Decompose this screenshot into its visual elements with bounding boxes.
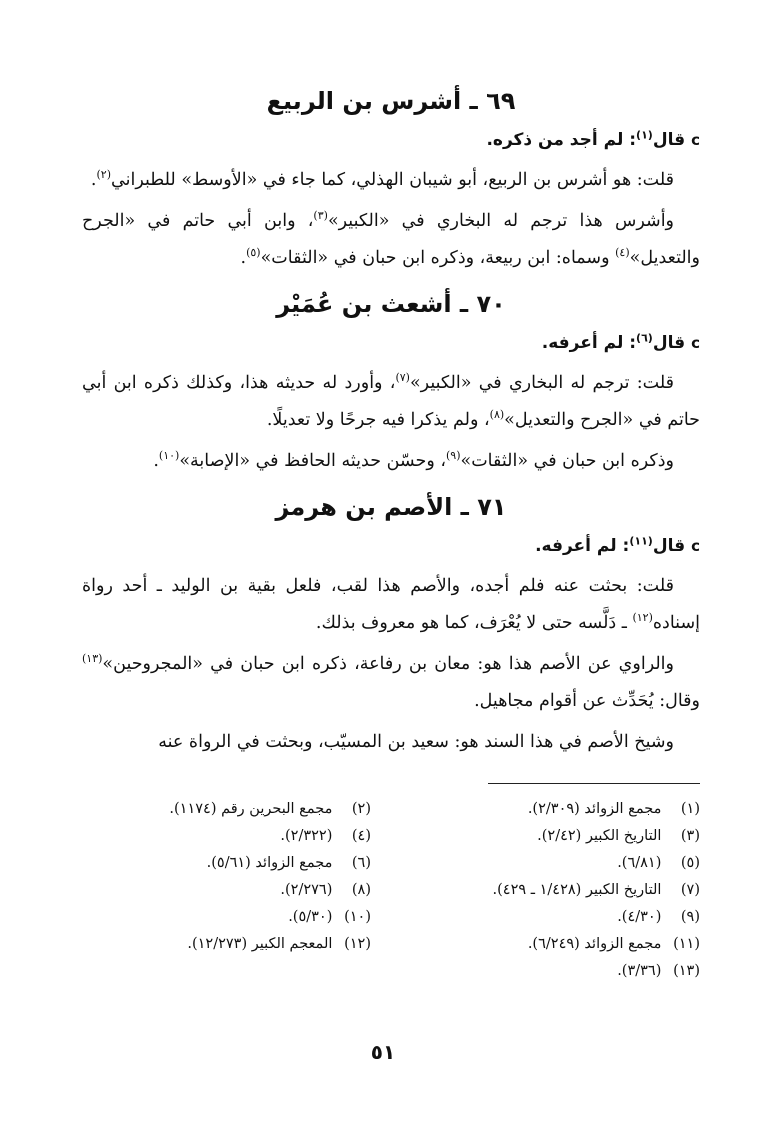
footnote-separator — [488, 783, 700, 784]
entries-container — [82, 84, 700, 761]
open-circle-bullet-icon: c — [691, 537, 700, 555]
footnote-text: مجمع الزوائد (٦/٢٤٩). — [527, 936, 662, 952]
footnote-number: (١١) — [673, 936, 700, 952]
footnote-ref[interactable]: (١٢) — [632, 611, 653, 625]
footnote-number: (٢) — [351, 801, 371, 817]
body-paragraph — [82, 162, 700, 199]
footnote-item — [82, 877, 371, 904]
text-run: قلت: بحثت عنه فلم أجده، والأصم هذا لقب، فلعل بقية بن الوليد ـ أحد رواة إسناده — [82, 576, 700, 633]
footnote-text: (٤/٣٠). — [617, 909, 662, 925]
page-number: ٥١ — [370, 1040, 396, 1064]
footnote-item — [82, 850, 371, 877]
footnote-text: التاريخ الكبير (١/٤٢٨ ـ ٤٢٩). — [492, 882, 662, 898]
footnote-ref[interactable]: (٥) — [246, 246, 261, 260]
footnote-text: مجمع الزوائد (٢/٣٠٩). — [527, 801, 662, 817]
text-run: ، وابن أبي حاتم في «الجرح والتعديل» — [82, 211, 700, 268]
footnote-item — [82, 931, 371, 958]
text-run: . — [240, 248, 247, 268]
footnote-item — [411, 931, 700, 958]
text-run: ، وحسّن حديثه الحافظ في «الإصابة» — [179, 451, 446, 471]
body-paragraph — [82, 365, 700, 439]
open-circle-bullet-icon: c — [691, 334, 700, 352]
body-paragraph — [82, 443, 700, 480]
footnote-number: (٣) — [680, 828, 700, 844]
footnote-text: (٥/٣٠). — [288, 909, 333, 925]
body-paragraph — [82, 203, 700, 277]
footnote-item — [411, 877, 700, 904]
footnote-text: (٢/٢٧٦). — [280, 882, 333, 898]
footnote-number: (٧) — [680, 882, 700, 898]
footnote-item — [411, 850, 700, 877]
footnote-number: (٦) — [351, 855, 371, 871]
footnote-item — [82, 796, 371, 823]
footnote-number: (٤) — [351, 828, 371, 844]
footnote-ref[interactable]: (٢) — [96, 168, 112, 182]
body-paragraph — [82, 724, 700, 761]
body-paragraph — [82, 568, 700, 642]
footnotes — [82, 796, 700, 985]
footnote-ref[interactable]: (٤) — [615, 246, 630, 260]
footnote-ref[interactable]: (١٣) — [82, 652, 103, 666]
text-run: وذكره ابن حبان في «الثقات» — [460, 451, 674, 471]
footnote-number: (١٠) — [344, 909, 371, 925]
footnote-item — [411, 958, 700, 985]
footnote-number: (٩) — [680, 909, 700, 925]
text-run: وسماه: ابن ربيعة، وذكره ابن حبان في «الثقات» — [260, 248, 616, 268]
qal-line — [82, 327, 700, 359]
footnote-text: مجمع الزوائد (٥/٦١). — [206, 855, 333, 871]
footnote-ref[interactable]: (٩) — [445, 449, 461, 463]
text-run: . — [153, 451, 159, 471]
footnote-number: (٨) — [351, 882, 371, 898]
footnote-text: التاريخ الكبير (٢/٤٢). — [537, 828, 662, 844]
footnote-number: (٥) — [680, 855, 700, 871]
qal-text: : لم أعرفه. — [535, 536, 630, 556]
footnote-item — [411, 823, 700, 850]
qal-text: : لم أعرفه. — [541, 333, 637, 353]
footnote-item — [411, 904, 700, 931]
text-run: . — [90, 170, 97, 190]
footnote-text: مجمع البحرين رقم (١١٧٤). — [169, 801, 333, 817]
footnote-ref[interactable]: (٦) — [636, 331, 653, 345]
footnote-item — [411, 796, 700, 823]
entry-heading: ٦٩ ـ أشرس بن الربيع — [266, 87, 516, 115]
footnote-item — [82, 904, 371, 931]
footnote-text: (٢/٣٢٢). — [280, 828, 333, 844]
footnote-ref[interactable]: (١٠) — [158, 449, 180, 463]
qal-line — [82, 124, 700, 156]
qal-label: قال — [652, 130, 686, 150]
text-run: والراوي عن الأصم هذا هو: معان بن رفاعة، ذكره ابن حبان في «المجروحين» — [102, 654, 674, 674]
qal-label: قال — [652, 536, 686, 556]
qal-line — [82, 530, 700, 562]
book-page — [82, 78, 700, 985]
footnote-ref[interactable]: (٨) — [489, 408, 505, 422]
qal-text: : لم أجد من ذكره. — [486, 130, 637, 150]
text-run: وأشرس هذا ترجم له البخاري في «الكبير» — [327, 211, 675, 231]
text-run: ـ دَلَّسه حتى لا يُعْرَف، كما هو معروف بذلك. — [315, 613, 633, 633]
footnote-ref[interactable]: (٧) — [395, 371, 410, 385]
footnote-ref[interactable]: (١١) — [629, 534, 653, 548]
footnote-text: (٦/٨١). — [617, 855, 662, 871]
text-run: قلت: ترجم له البخاري في «الكبير» — [409, 373, 674, 393]
footnote-ref[interactable]: (٣) — [313, 209, 328, 223]
footnote-number: (١٣) — [673, 963, 700, 979]
text-run: وشيخ الأصم في هذا السند هو: سعيد بن المسيّب، وبحثت في الرواة عنه — [158, 732, 674, 752]
footnote-ref[interactable]: (١) — [636, 128, 653, 142]
text-run: ، ولم يذكرا فيه جرحًا ولا تعديلًا. — [266, 410, 490, 430]
qal-label: قال — [652, 333, 686, 353]
entry-heading: ٧٠ ـ أشعث بن عُمَيْر — [276, 290, 506, 318]
text-run: وقال: يُحَدِّث عن أقوام مجاهيل. — [474, 691, 700, 711]
footnote-number: (١٢) — [344, 936, 371, 952]
footnote-number: (١) — [680, 801, 700, 817]
footnote-item — [82, 823, 371, 850]
footnote-text: (٣/٣٦). — [617, 963, 662, 979]
open-circle-bullet-icon: c — [691, 131, 700, 149]
body-paragraph — [82, 646, 700, 720]
text-run: ، وأورد له حديثه هذا، وكذلك ذكره ابن أبي حاتم في «الجرح والتعديل» — [82, 373, 700, 430]
entry-heading: ٧١ ـ الأصم بن هرمز — [275, 493, 507, 521]
footnote-text: المعجم الكبير (١٢/٢٧٣). — [187, 936, 333, 952]
text-run: قلت: هو أشرس بن الربيع، أبو شيبان الهذلي، كما جاء في «الأوسط» للطبراني — [111, 170, 674, 190]
